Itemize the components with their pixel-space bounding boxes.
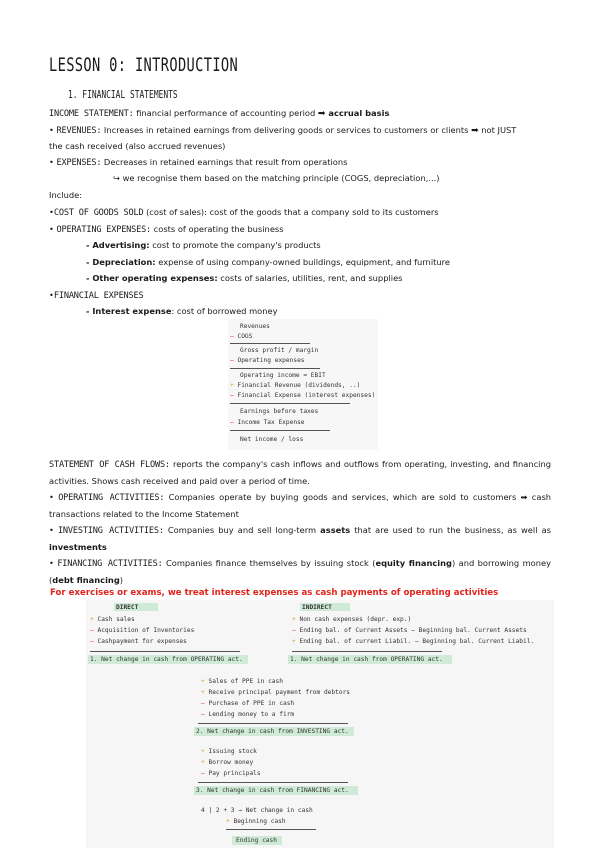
financing-paragraph: • FINANCING ACTIVITIES: Companies finance themselves by issuing stock (equity financing) and borrowing money (debt financing) — [49, 558, 552, 585]
diagram-row: – Income Tax Expense — [230, 419, 305, 426]
net-operating-direct: 1. Net change in cash from OPERATING act. — [90, 656, 243, 663]
income-statement-diagram — [228, 319, 378, 450]
indirect-item: + Ending bal. of current Liabil. – Beginning bal. Current Liabil. — [292, 638, 535, 645]
beginning-cash: + Beginning cash — [226, 818, 286, 825]
net-investing: 2. Net change in cash from INVESTING act. — [196, 728, 349, 735]
direct-item: – Acquisition of Inventories — [90, 627, 195, 634]
right-arrow-icon: ➡ — [317, 109, 326, 119]
investing-item: – Lending money to a firm — [201, 711, 295, 718]
opex-item: - Depreciation: expense of using company-owned buildings, equipment, and furniture — [86, 257, 450, 267]
investing-item: + Receive principal payment from debtors — [201, 689, 351, 696]
financing-item: – Pay principals — [201, 770, 261, 777]
diagram-row: Earnings before taxes — [240, 408, 319, 415]
indirect-item: – Ending bal. of Current Assets – Beginning bal. Current Assets — [292, 627, 527, 634]
operating-label: OPERATING ACTIVITIES: — [58, 493, 165, 503]
diagram-row: – Operating expenses — [230, 357, 305, 364]
expenses-label: EXPENSES: — [56, 158, 102, 168]
opex-label: OPERATING EXPENSES: — [56, 225, 152, 235]
direct-item: – Cashpayment for expenses — [90, 638, 187, 645]
ending-cash: Ending cash — [236, 837, 277, 844]
indirect-header: INDIRECT — [302, 604, 332, 611]
net-operating-indirect: 1. Net change in cash from OPERATING act. — [290, 656, 443, 663]
diagram-row: Net income / loss — [240, 436, 304, 443]
diagram-row: Operating income = EBIT — [240, 372, 326, 379]
indirect-item: + Non cash expenses (depr. exp.) — [292, 616, 412, 623]
financing-item: + Borrow money — [201, 759, 254, 766]
revenues-text-2: not JUST — [478, 125, 517, 135]
income-statement-line — [49, 107, 389, 120]
net-financing: 3. Net change in cash from FINANCING act. — [196, 787, 349, 794]
cogs-text: (cost of sales): cost of the goods that a company sold to its customers — [143, 207, 439, 217]
operating-text: Companies operate by buying goods and services, which are sold to customers ➡ cash transactions related to the Income Statement — [49, 492, 552, 519]
finexp-line: •FINANCIAL EXPENSES — [49, 290, 144, 301]
expenses-text: Decreases in retained earnings that result from operations — [101, 157, 348, 167]
operating-paragraph: • OPERATING ACTIVITIES: Companies operate by buying goods and services, which are sold to customers ➡ cash transactions related to the Income Statement — [49, 492, 552, 519]
opex-item: - Other operating expenses: costs of salaries, utilities, rent, and supplies — [86, 273, 403, 283]
cash-flows-paragraph — [49, 456, 551, 489]
investing-item: + Sales of PPE in cash — [201, 678, 283, 685]
section-heading: 1. FINANCIAL STATEMENTS — [68, 88, 178, 101]
finexp-item: - Interest expense: cost of borrowed money — [86, 306, 278, 316]
diagram-row: – Financial Expense (interest expenses) — [230, 392, 376, 399]
include-label: Include: — [49, 190, 82, 200]
direct-header: DIRECT — [116, 604, 139, 611]
diagram-row: Gross profit / margin — [240, 347, 319, 354]
financing-item: + Issuing stock — [201, 748, 257, 755]
diagram-row: – COGS — [230, 333, 253, 340]
investing-paragraph: • INVESTING ACTIVITIES: Companies buy and sell long-term assets that are used to run the business, as well as investments — [49, 525, 551, 552]
opex-line: • OPERATING EXPENSES: costs of operating the business — [49, 224, 284, 235]
cogs-label: COST OF GOODS SOLD — [53, 208, 144, 218]
cogs-line: •COST OF GOODS SOLD (cost of sales): cost of the goods that a company sold to its customers — [49, 207, 439, 218]
cash-flow-diagram — [86, 600, 554, 848]
financing-label: FINANCING ACTIVITIES: — [57, 559, 163, 569]
right-arrow-icon: ➡ — [471, 126, 479, 136]
income-statement-label: INCOME STATEMENT: — [49, 109, 134, 119]
cash-flows-label: STATEMENT OF CASH FLOWS: — [49, 460, 170, 470]
opex-item: - Advertising: cost to promote the company's products — [86, 240, 321, 250]
expenses-line: • EXPENSES: Decreases in retained earnings that result from operations — [49, 157, 348, 168]
finexp-label: FINANCIAL EXPENSES — [53, 291, 144, 301]
opex-text: costs of operating the business — [151, 224, 284, 234]
diagram-row: + Financial Revenue (dividends, ..) — [230, 382, 361, 389]
expenses-sub: ↪ we recognise them based on the matching principle (COGS, depreciation,...) — [113, 173, 440, 183]
investing-item: – Purchase of PPE in cash — [201, 700, 295, 707]
revenues-label: REVENUES: — [56, 126, 102, 136]
diagram-row: Revenues — [240, 323, 270, 330]
cash-flows-text: reports the company's cash inflows and outflows from operating, investing, and financing activities. Shows cash received and paid over a period of time. — [49, 459, 551, 486]
revenues-line: • REVENUES: Increases in retained earnings from delivering goods or services to customers or clients ➡ not JUST — [49, 125, 517, 136]
revenues-text: Increases in retained earnings from delivering goods or services to customers or clients — [101, 125, 472, 135]
page-title: LESSON 0: INTRODUCTION — [49, 54, 239, 76]
direct-item: + Cash sales — [90, 616, 135, 623]
net-change-total: 4 | 2 + 3 → Net change in cash — [201, 807, 313, 814]
exam-note: For exercises or exams, we treat interest expenses as cash payments of operating activities — [50, 588, 499, 598]
income-statement-text: financial performance of accounting period — [133, 108, 318, 118]
accrual-basis: accrual basis — [325, 108, 390, 118]
investing-label: INVESTING ACTIVITIES: — [57, 526, 164, 536]
revenues-line-2: the cash received (also accrued revenues) — [49, 141, 226, 151]
